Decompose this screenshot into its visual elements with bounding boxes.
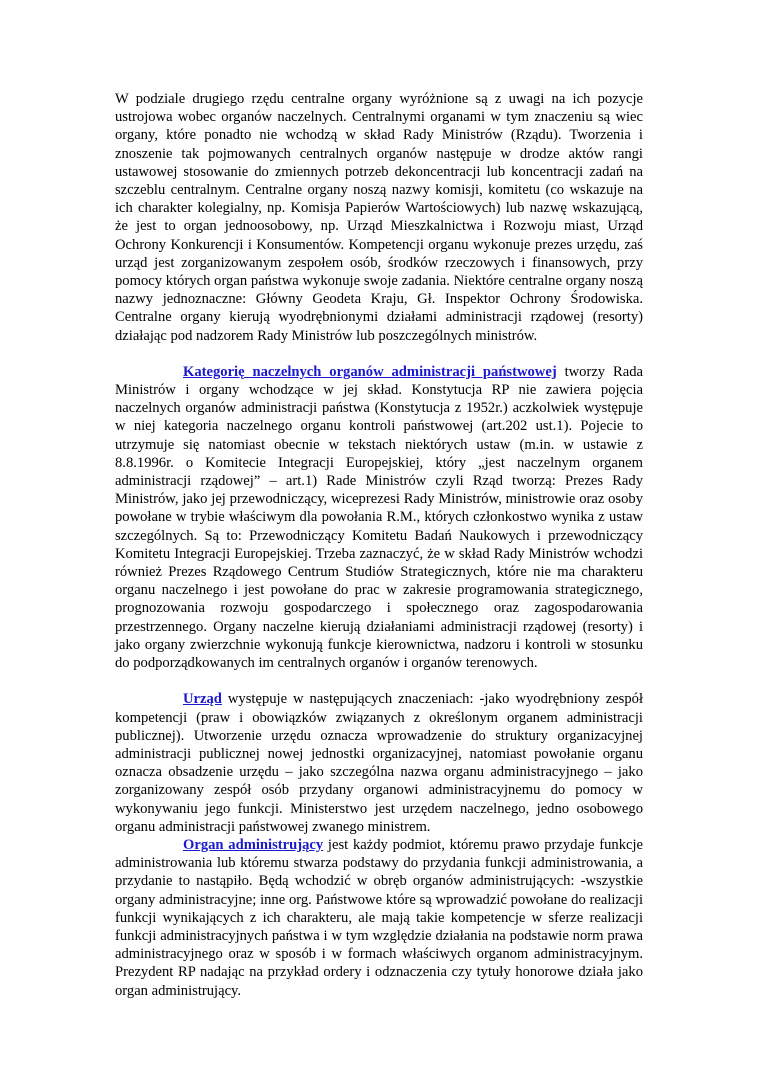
paragraph-text: występuje w następujących znaczeniach: -jako wyodrębniony zespół kompetencji (praw i obowiązków związanych z określonym organem administracji publicznej). Utworzenie urzędu oznacza wprowadzenie do struktury organizacyjnej administracji publicznej nowej jednostki organizacyjnej, natomiast powołanie organu oznacza obsadzenie urzędu – jako szczególna nazwa organu administracyjnego – jako zorganizowany zespół osób przydany organowi administracyjnemu do pomocy w wykonywaniu jego funkcji. Ministerstwo jest urzędem naczelnego, jedno osobowego organu administracji państwowej zwanego ministrem. xyxy=(115,691,643,835)
document-page xyxy=(115,90,643,1000)
paragraph-text: jest każdy podmiot, któremu prawo przydaje funkcje administrowania lub któremu stwarza podstawy do przydania funkcji administrowania, a przydanie to nastąpiło. Będą wchodzić w obręb organów administrujących: -wszystkie organy administracyjne; inne org. Państwowe które są wprowadzić powołane do realizacji funkcji wynikających z ich charakteru, ale mają takie kompetencje w sferze realizacji funkcji administracyjnych państwa i w tym względzie działania na podstawie norm prawa administracyjnego oraz w sposób i w formach właściwych organom administracyjnym. Prezydent RP nadając na przykład ordery i odznaczenia czy tytuły honorowe działa jako organ administrujący. xyxy=(115,836,643,999)
paragraph-central-organs xyxy=(115,90,643,345)
paragraph-office xyxy=(115,690,643,836)
paragraph-text: W podziale drugiego rzędu centralne organy wyróżnione są z uwagi na ich pozycje ustrojowa wobec organów naczelnych. Centralnymi organami w tym znaczeniu są wiec organy, które ponadto nie wchodzą w skład Rady Ministrów (Rządu). Tworzenia i znoszenie tak pojmowanych centralnych organów następuje w drodze aktów rangi ustawowej stosowanie do zmiennych potrzeb dekoncentracji lub koncentracji zadań na szczeblu centralnym. Centralne organy noszą nazwy komisji, komitetu (co wskazuje na ich charakter kolegialny, np. Komisja Papierów Wartościowych) lub nazwę wskazującą, że jest to organ jednoosobowy, np. Urząd Mieszkalnictwa i Rozwoju miast, Urząd Ochrony Konkurencji i Konsumentów. Kompetencji organu wykonuje prezes urzędu, zaś urząd jest zorganizowanym zespołem osób, środków rzeczowych i finansowych, przy pomocy których organ państwa wykonuje swoje zadania. Niektóre centralne organy noszą nazwy jednoznaczne: Główny Geodeta Kraju, Gł. Inspektor Ochrony Środowiska. Centralne organy kierują wyodrębnionymi działami administracji rządowej (resorty) działając pod nadzorem Rady Ministrów lub poszczególnych ministrów. xyxy=(115,91,643,344)
paragraph-text: tworzy Rada Ministrów i organy wchodzące w jej skład. Konstytucja RP nie zawiera pojęcia naczelnych organów administracji państwa (Konstytucja z 1952r.) aczkolwiek występuje w niej kategoria naczelnego organu kontroli państwowej (art.202 ust.1). Pojecie to utrzymuje się natomiast obecnie w tekstach niektórych ustaw (m.in. w ustawie z 8.8.1996r. o Komitecie Integracji Europejskiej, który „jest naczelnym organem administracji rządowej” – art.1) Rade Ministrów czyli Rząd tworzą: Prezes Rady Ministrów, jako jej przewodniczący, wiceprezesi Rady Ministrów, ministrowie oraz osoby powołane w trybie właściwym dla powołania R.M., których członkostwo wynika z ustaw szczególnych. Są to: Przewodniczący Komitetu Badań Naukowych i przewodniczący Komitetu Integracji Europejskiej. Trzeba zaznaczyć, że w skład Rady Ministrów wchodzi również Prezes Rządowego Centrum Studiów Strategicznych, które nie ma charakteru organu naczelnego i jest powołane do prac w zakresie programowania strategicznego, prognozowania rozwoju gospodarczego i społecznego oraz zagospodarowania przestrzennego. Organy naczelne kierują działaniami administracji rządowej (resorty) i jako organy zwierzchnie wykonują funkcje kierownictwa, nadzoru i kontroli w stosunku do podporządkowanych im centralnych organów i organów terenowych. xyxy=(115,363,643,672)
keyword-heading: Organ administrujący xyxy=(183,836,324,853)
keyword-heading: Kategorię naczelnych organów administracji państwowej xyxy=(183,363,557,380)
paragraph-administering-organ xyxy=(115,836,643,1000)
keyword-heading: Urząd xyxy=(183,691,222,708)
paragraph-supreme-organs xyxy=(115,363,643,672)
